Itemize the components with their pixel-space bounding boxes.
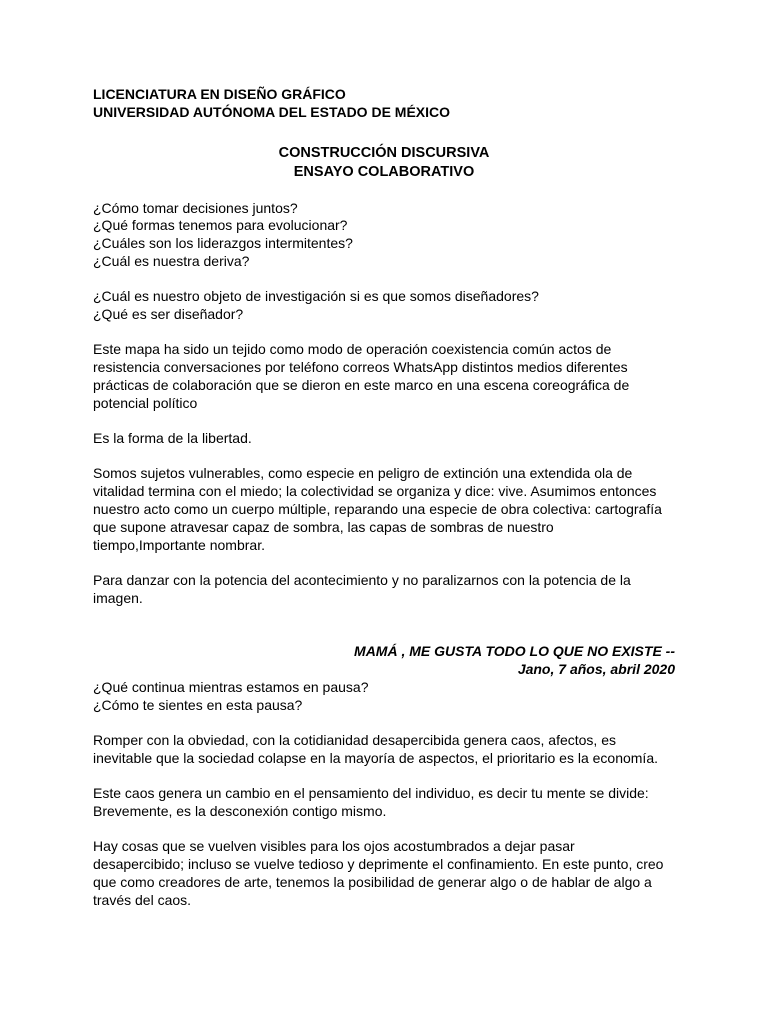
epigraph-attribution: Jano, 7 años, abril 2020 — [517, 661, 675, 678]
text-line: Hay cosas que se vuelven visibles para los ojos acostumbrados a dejar pasar — [93, 838, 575, 855]
text-line: Este mapa ha sido un tejido como modo de operación coexistencia común actos de — [93, 341, 612, 358]
institution-header — [93, 86, 675, 122]
question-line: ¿Qué formas tenemos para evolucionar? — [93, 217, 348, 234]
text-line: vitalidad termina con el miedo; la colectividad se organiza y dice: vive. Asumimos entonces — [93, 483, 657, 500]
text-line: imagen. — [93, 589, 143, 606]
questions-group-2 — [93, 288, 675, 324]
text-line: Es la forma de la libertad. — [93, 430, 252, 447]
title-line-2: ENSAYO COLABORATIVO — [293, 163, 475, 180]
question-line: ¿Qué es ser diseñador? — [93, 306, 244, 323]
questions-group-3 — [93, 679, 675, 715]
text-line: potencial político — [93, 394, 198, 411]
epigraph — [93, 643, 675, 679]
epigraph-quote: MAMÁ , ME GUSTA TODO LO QUE NO EXISTE -- — [354, 643, 675, 660]
text-line: tiempo,Importante nombrar. — [93, 536, 265, 553]
question-line: ¿Cómo te sientes en esta pausa? — [93, 696, 303, 713]
paragraph-subjects — [93, 465, 675, 554]
paragraph-map — [93, 341, 675, 412]
university-heading: UNIVERSIDAD AUTÓNOMA DEL ESTADO DE MÉXICO — [93, 103, 451, 120]
text-line: prácticas de colaboración que se dieron en este marco en una escena coreográfica de — [93, 376, 630, 393]
degree-heading: LICENCIATURA EN DISEÑO GRÁFICO — [93, 86, 346, 102]
title-line-1: CONSTRUCCIÓN DISCURSIVA — [278, 144, 490, 161]
question-line: ¿Qué continua mientras estamos en pausa? — [93, 679, 369, 696]
text-line: Este caos genera un cambio en el pensamiento del individuo, es decir tu mente se divide: — [93, 785, 649, 802]
paragraph-break — [93, 732, 675, 768]
text-line: nuestro acto como un cuerpo múltiple, reparando una especie de obra colectiva: cartografía — [93, 500, 662, 517]
paragraph-chaos — [93, 785, 675, 821]
text-line: Romper con la obviedad, con la cotidianidad desapercibida genera caos, afectos, es — [93, 732, 616, 749]
text-line: que como creadores de arte, tenemos la posibilidad de generar algo o de hablar de algo a — [93, 873, 652, 890]
text-line: desapercibido; incluso se vuelve tedioso y deprimente el confinamiento. En este punto, creo — [93, 856, 664, 873]
paragraph-visible — [93, 838, 675, 909]
paragraph-freedom — [93, 430, 675, 448]
text-line: través del caos. — [93, 891, 192, 908]
paragraph-dance — [93, 572, 675, 608]
question-line: ¿Cómo tomar decisiones juntos? — [93, 199, 298, 216]
text-line: inevitable que la sociedad colapse en la mayoría de aspectos, el prioritario es la economía. — [93, 749, 658, 766]
text-line: resistencia conversaciones por teléfono correos WhatsApp distintos medios diferentes — [93, 359, 628, 376]
text-line: Para danzar con la potencia del acontecimiento y no paralizarnos con la potencia de la — [93, 571, 631, 588]
question-line: ¿Cuáles son los liderazgos intermitentes? — [93, 235, 353, 252]
text-line: que supone atravesar capaz de sombra, las capas de sombras de nuestro — [93, 518, 554, 535]
text-line: Somos sujetos vulnerables, como especie en peligro de extinción una extendida ola de — [93, 465, 633, 482]
text-line: Brevemente, es la desconexión contigo mismo. — [93, 803, 387, 820]
question-line: ¿Cuál es nuestro objeto de investigación si es que somos diseñadores? — [93, 288, 539, 305]
questions-group-1 — [93, 200, 675, 271]
question-line: ¿Cuál es nuestra deriva? — [93, 252, 250, 269]
document-title — [93, 144, 675, 182]
